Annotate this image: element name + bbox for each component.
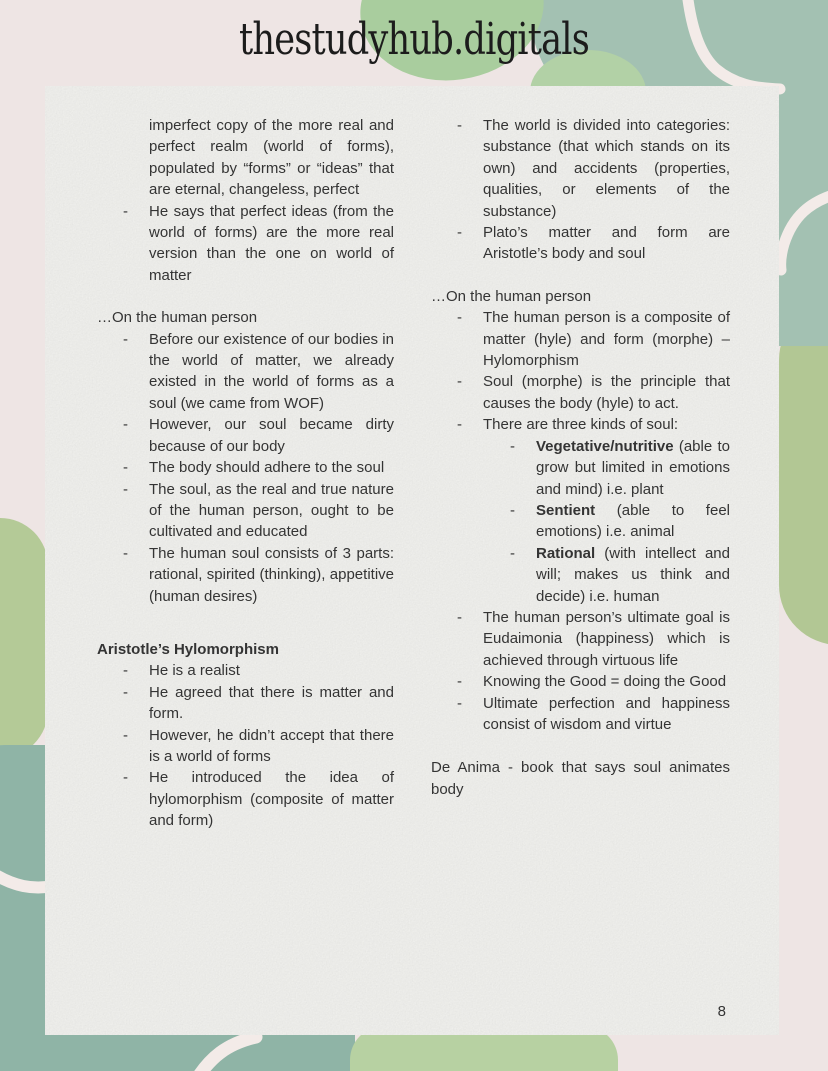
note-bullet (97, 201, 394, 287)
dash-marker: - (457, 416, 462, 434)
note-bullet (97, 725, 394, 768)
note-text: The human person’s ultimate goal is Eudaimonia (happiness) which is achieved through virtuous life (483, 608, 730, 669)
dash-marker: - (510, 501, 515, 519)
dash-marker: - (123, 459, 128, 477)
dash-marker: - (123, 683, 128, 701)
dash-marker: - (457, 309, 462, 327)
note-text: The body should adhere to the soul (149, 459, 385, 477)
note-text: The world is divided into categories: substance (that which stands on its own) and accidents (properties, qualities, or elements of the substance) (483, 117, 730, 220)
brand-title: thestudyhub.digitals (238, 14, 590, 65)
note-text: (able to feel emotions) i.e. animal (536, 501, 730, 541)
note-bullet (431, 693, 730, 736)
dash-marker: - (457, 224, 462, 242)
note-text: Plato’s matter and form are Aristotle’s body and soul (483, 224, 730, 263)
note-text: He is a realist (149, 662, 240, 680)
dash-marker: - (123, 662, 128, 680)
dash-marker: - (457, 608, 462, 626)
dash-marker: - (457, 673, 462, 691)
note-bullet (97, 329, 394, 415)
dash-marker: - (123, 544, 128, 562)
deco-left-leaf-blob (0, 518, 48, 758)
dash-marker: - (457, 373, 462, 391)
note-text: He says that perfect ideas (from the world of forms) are the more real version than the one on world of matter (149, 202, 394, 284)
dash-marker: - (123, 416, 128, 434)
dash-marker: - (123, 202, 128, 220)
page-number: 8 (717, 1003, 726, 1020)
note-text: imperfect copy of the more real and perfect realm (world of forms), populated by “forms” or “ideas” that are eternal, changeless, perfect (149, 117, 394, 199)
left-column (97, 115, 394, 832)
note-text: The human soul consists of 3 parts: rational, spirited (thinking), appetitive (human desires) (149, 544, 394, 605)
section-heading-bold: Aristotle’s Hylomorphism (97, 640, 279, 658)
note-text: The human person is a composite of matter (hyle) and form (morphe) – Hylomorphism (483, 309, 730, 370)
note-text: (with intellect and will; makes us think and decide) i.e. human (536, 544, 730, 605)
note-text: Soul (morphe) is the principle that causes the body (hyle) to act. (483, 373, 730, 412)
bold-term: Vegetative/nutritive (536, 437, 674, 455)
note-bullet (97, 457, 394, 478)
notes-paper (45, 86, 779, 1035)
note-sub-bullet (431, 500, 730, 543)
note-text: Ultimate perfection and happiness consist of wisdom and virtue (483, 694, 730, 733)
note-bullet (97, 479, 394, 543)
note-bullet (431, 307, 730, 371)
note-bullet (97, 543, 394, 607)
section-heading: …On the human person (97, 309, 258, 327)
note-bullet (431, 115, 730, 222)
note-text: There are three kinds of soul: (483, 416, 679, 434)
note-bullet (431, 222, 730, 265)
right-column (431, 115, 730, 800)
dash-marker: - (123, 330, 128, 348)
note-bullet (97, 660, 394, 681)
dash-marker: - (123, 769, 128, 787)
dash-marker: - (457, 694, 462, 712)
note-sub-bullet (431, 543, 730, 607)
note-text: Before our existence of our bodies in the world of matter, we already existed in the world of forms as a soul (we came from WOF) (149, 330, 394, 412)
note-text: He introduced the idea of hylomorphism (composite of matter and form) (149, 769, 394, 830)
dash-marker: - (123, 480, 128, 498)
note-bullet (97, 767, 394, 831)
section-heading: …On the human person (431, 287, 592, 305)
note-text: He agreed that there is matter and form. (149, 683, 394, 723)
note-bullet (431, 607, 730, 671)
dash-marker: - (510, 544, 515, 562)
note-text: The soul, as the real and true nature of the human person, ought to be cultivated and educated (149, 480, 394, 541)
bullet-continuation (97, 115, 394, 201)
deco-right-leaf-blob (779, 300, 828, 645)
note-bullet (97, 414, 394, 457)
note-text: However, he didn’t accept that there is a world of forms (149, 726, 394, 765)
note-text: However, our soul became dirty because of our body (149, 416, 394, 455)
note-bullet (97, 682, 394, 725)
dash-marker: - (123, 726, 128, 744)
dash-marker: - (510, 437, 515, 455)
note-bullet (431, 414, 730, 435)
note-paragraph: De Anima - book that says soul animates body (431, 759, 730, 798)
bold-term: Sentient (536, 501, 596, 519)
bold-term: Rational (536, 544, 596, 562)
note-sub-bullet (431, 436, 730, 500)
note-bullet (431, 371, 730, 414)
dash-marker: - (457, 117, 462, 134)
note-text: (able to grow but limited in emotions and mind) i.e. plant (536, 437, 730, 498)
note-text: Knowing the Good = doing the Good (483, 673, 727, 691)
note-bullet (431, 671, 730, 692)
